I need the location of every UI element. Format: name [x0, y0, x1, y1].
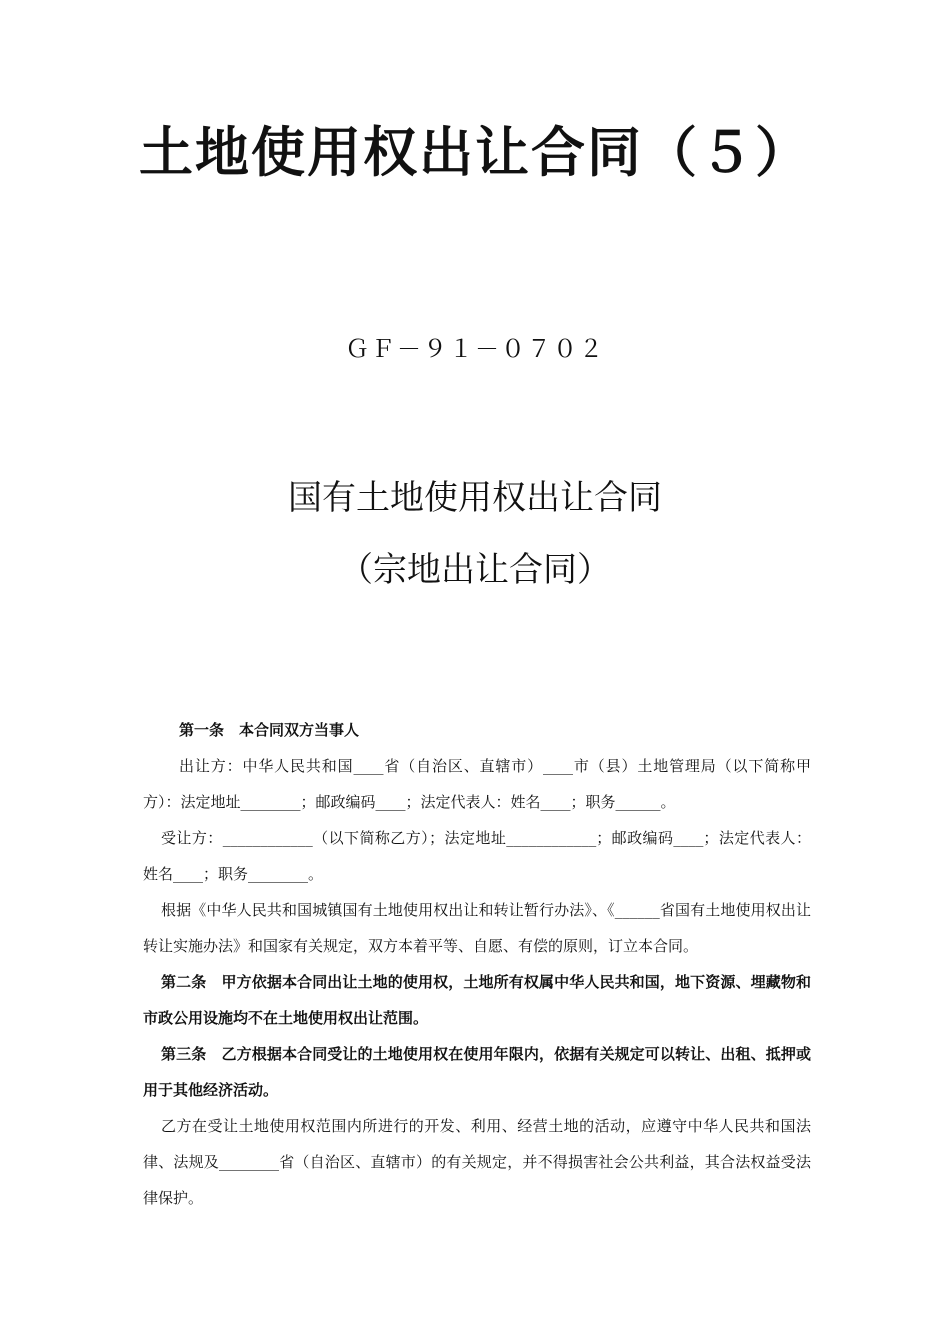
grantor-paragraph: 出让方：中华人民共和国____省（自治区、直辖市）____市（县）土地管理局（以下简称甲方）：法定地址________；邮政编码____；法定代表人：姓名____；职务______。 [143, 757, 811, 811]
contract-subtitle: 国有土地使用权出让合同 [288, 478, 662, 518]
document-title: 土地使用权出让合同（５） [139, 121, 811, 184]
article-3-detail-paragraph: 乙方在受让土地使用权范围内所进行的开发、利用、经营土地的活动，应遵守中华人民共和国法律、法规及________省（自治区、直辖市）的有关规定，并不得损害社会公共利益，其合法权益受法律保护。 [143, 1117, 811, 1207]
contract-subtitle-note: （宗地出让合同） [339, 550, 611, 590]
grantee-paragraph: 受让方：____________（以下简称乙方）；法定地址____________；邮政编码____；法定代表人：姓名____；职务________。 [143, 829, 811, 883]
article-1-heading: 第一条 本合同双方当事人 [179, 721, 360, 739]
contract-body [143, 712, 811, 1216]
basis-paragraph: 根据《中华人民共和国城镇国有土地使用权出让和转让暂行办法》、《______省国有土地使用权出让转让实施办法》和国家有关规定，双方本着平等、自愿、有偿的原则，订立本合同。 [143, 901, 811, 955]
article-2-paragraph: 第二条 甲方依据本合同出让土地的使用权，土地所有权属中华人民共和国，地下资源、埋藏物和市政公用设施均不在土地使用权出让范围。 [143, 973, 811, 1027]
contract-code: ＧＦ－９１－０７０２ [345, 335, 605, 363]
article-3-paragraph: 第三条 乙方根据本合同受让的土地使用权在使用年限内，依据有关规定可以转让、出租、抵押或用于其他经济活动。 [143, 1045, 811, 1099]
